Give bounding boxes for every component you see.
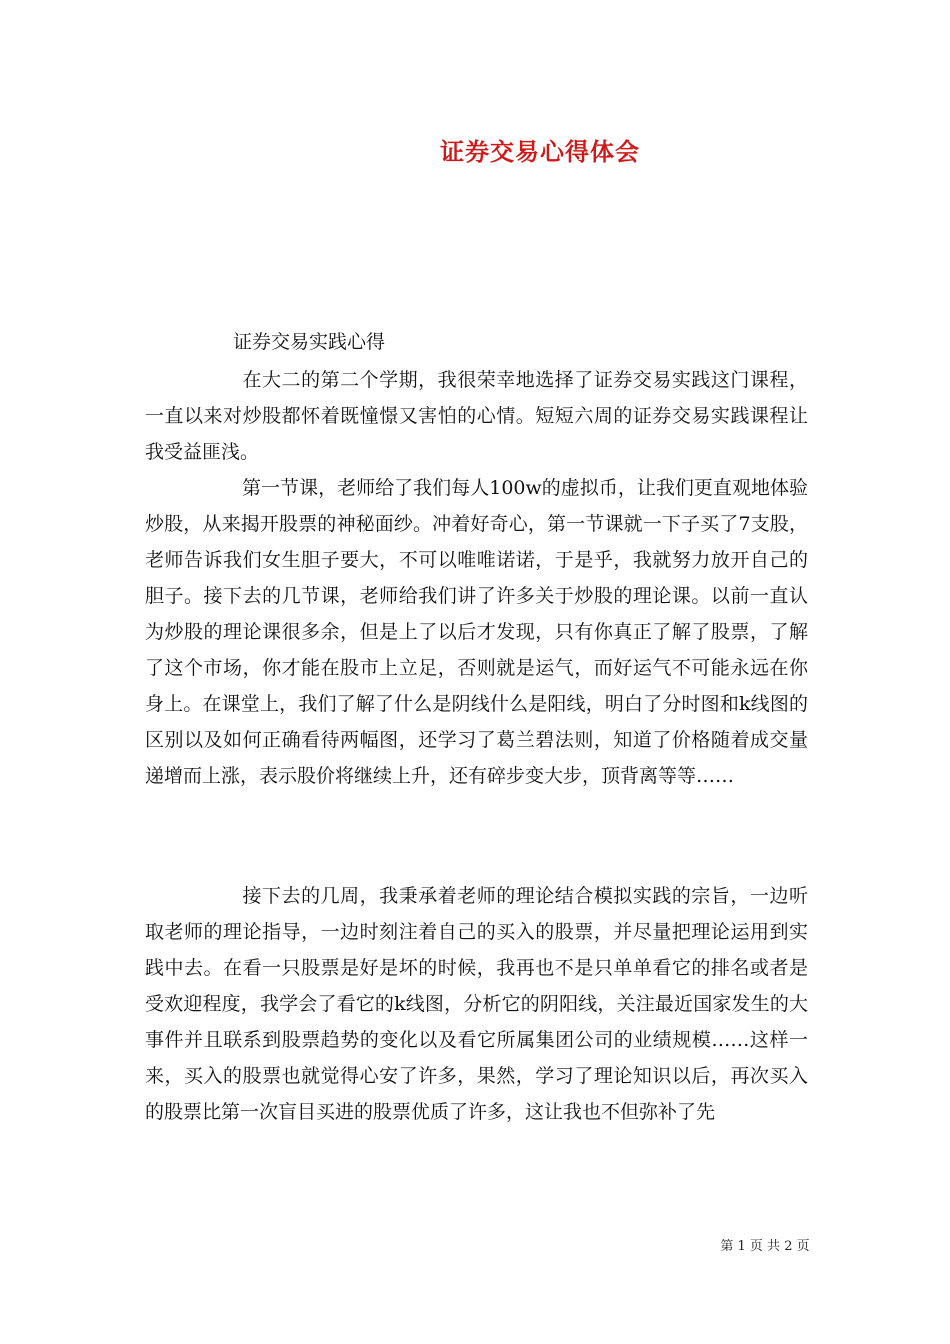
paragraph-text: 接下去的几周，我秉承着老师的理论结合模拟实践的宗旨，一边听取老师的理论指导，一边时刻注着自己的买入的股票，并尽量把理论运用到实践中去。在看一只股票是好是坏的时候，我再也不是只单单看它的排名或者是受欢迎程度，我学会了看它的k线图，分析它的阴阳线，关注最近国家发生的大事件并且联系到股票趋势的变化以及看它所属集团公司的业绩规模……这样一来，买入的股票也就觉得心安了许多，果然，学习了理论知识以后，再次买入的股票比第一次盲目买进的股票优质了许多，这让我也不但弥补了先 [145, 885, 808, 1123]
paragraph-text: 在大二的第二个学期，我很荣幸地选择了证券交易实践这门课程，一直以来对炒股都怀着既憧憬又害怕的心情。短短六周的证券交易实践课程让我受益匪浅。 [145, 369, 808, 463]
body-paragraph-2 [145, 470, 808, 794]
document-title: 证券交易心得体会 [440, 138, 640, 166]
page-number-footer: 第 1 页 共 2 页 [720, 1239, 810, 1254]
section-subheading: 证券交易实践心得 [233, 331, 386, 353]
body-paragraph-3 [145, 878, 808, 1130]
body-paragraph-1 [145, 362, 808, 470]
paragraph-text: 第一节课，老师给了我们每人100w的虚拟币，让我们更直观地体验炒股，从来揭开股票的神秘面纱。冲着好奇心，第一节课就一下子买了7支股，老师告诉我们女生胆子要大，不可以唯唯诺诺，于是乎，我就努力放开自己的胆子。接下去的几节课，老师给我们讲了许多关于炒股的理论课。以前一直认为炒股的理论课很多余，但是上了以后才发现，只有你真正了解了股票，了解了这个市场，你才能在股市上立足，否则就是运气，而好运气不可能永远在你身上。在课堂上，我们了解了什么是阴线什么是阳线，明白了分时图和k线图的区别以及如何正确看待两幅图，还学习了葛兰碧法则，知道了价格随着成交量递增而上涨，表示股价将继续上升，还有碎步变大步，顶背离等等…… [145, 477, 808, 787]
